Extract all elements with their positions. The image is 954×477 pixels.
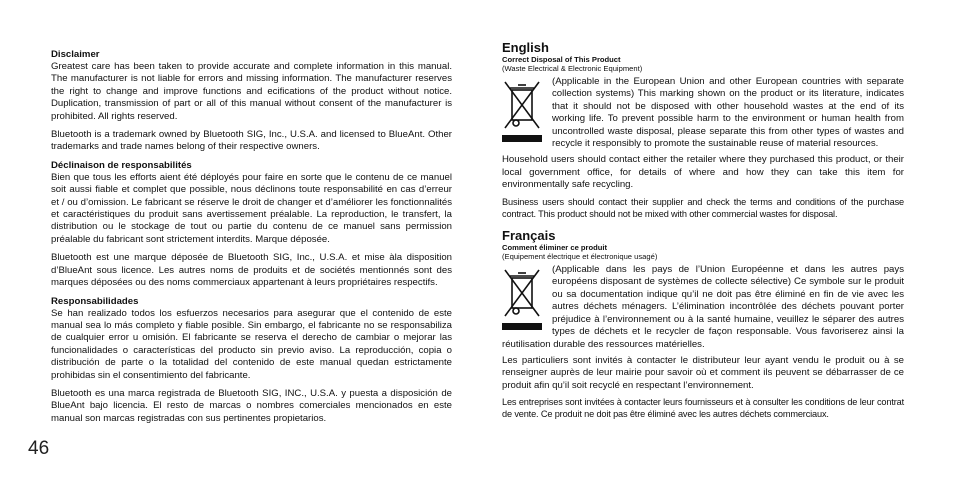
english-paragraph-1: (Applicable in the European Union and other European countries with separate collection systems) This marking shown on the product or its literature, indicates that it should not be disposed with other household wastes at the end of its working life. To prevent possible harm to the environment or human health from uncontrolled waste disposal, please separate this from other types of wastes and recycle it responsibly to promote the sustainable reuse of material resources. <box>552 76 904 150</box>
disclaimer-text: Greatest care has been taken to provide accurate and complete information in this manual. The manufacturer is not liable for errors and missing information. The manufacturer reserves the right to change and improve functions and ecifications of the product without notice. Duplication, transmission of part or all of this manual without consent of the manufacturer is prohibited. All rights reserved. <box>51 61 452 122</box>
right-column <box>502 40 904 421</box>
english-paragraph-2: Household users should contact either the retailer where they purchased this product, or their local government office, for details of where and how they can take this item for environmentally safe recycling. <box>502 154 904 191</box>
english-paragraph-3: Business users should contact their supplier and check the terms and conditions of the purchase contract. This product should not be mixed with other commercial wastes for disposal. <box>502 196 904 219</box>
es-disclaimer-title: Responsabilidades <box>51 295 139 307</box>
fr-disclaimer-title: Déclinaison de responsabilités <box>51 159 192 171</box>
crossed-out-wheelie-bin-icon <box>502 78 546 142</box>
page-number: 46 <box>28 438 50 459</box>
bluetooth-fr-text: Bluetooth est une marque déposée de Bluetooth SIG, Inc., U.S.A. et mise àla disposition d’BlueAnt sous licence. Les autres noms de produits et de sociétés mentionnés sont des marques déposées ou des noms commerciaux appartenant à leurs propriétaires respectifs. <box>51 252 452 289</box>
bluetooth-es-text: Bluetooth es una marca registrada de Bluetooth SIG, INC., U.S.A. y puesta a disposición de BlueAnt bajo licencia. El resto de marcas o nombres comerciales mencionados en este manual son marcas registradas con sus pertinentes propietarios. <box>51 387 452 424</box>
bluetooth-en-text: Bluetooth is a trademark owned by Bluetooth SIG, Inc., U.S.A. and licensed to BlueAnt. Other trademarks and trade names belong of their respective owners. <box>51 129 452 153</box>
french-paragraph-2: Les particuliers sont invités à contacter le distributeur leur ayant vendu le produit ou à se renseigner auprès de leur mairie pour savoir où et comment ils peuvent se débarrasser de ce produit afin qu’il soit recyclé en respectant l’environnement. <box>502 354 904 391</box>
french-paragraph-1: (Applicable dans les pays de l’Union Européenne et dans les autres pays européens disposant de systèmes de collecte sélective) Ce symbole sur le produit ou sa documentation indique qu’il ne doit pas être éliminé en fin de vie avec les autres déchets ménagers. L’élimination incontrôlée des déchets pouvant porter préjudice à l’environnement ou à la santé humaine, veuillez le séparer des autres types de déchets et le recycler de façon responsable. Vous favoriserez ainsi la réutilisation durable des ressources matérielles. <box>502 264 904 350</box>
french-paragraph-3: Les entreprises sont invitées à contacter leurs fournisseurs et à consulter les conditions de leur contrat de vente. Ce produit ne doit pas être éliminé avec les autres déchets commerciaux. <box>502 397 904 420</box>
english-subtitle-note: (Waste Electrical & Electronic Equipment) <box>502 64 643 73</box>
crossed-out-wheelie-bin-icon <box>502 266 546 330</box>
fr-disclaimer-text: Bien que tous les efforts aient été déployés pour faire en sorte que le contenu de ce manuel soit aussi fiable et complet que possible, nous déclinons toute responsabilité en cas d’erreur et / ou d’omission. Le fabricant se réserve le droit de changer et d’améliorer les fonctionnalités et caractéristiques du produit sans avertissement préalable. La reproduction, le transfert, la distribution ou le stockage de tout ou partie du contenu de ce manuel sans permission préalable du fabricant sont strictement interdits. Marque déposée. <box>51 171 452 245</box>
english-heading: English <box>502 40 549 55</box>
es-disclaimer-text: Se han realizado todos los esfuerzos necesarios para asegurar que el contenido de este manual sea lo más completo y fiable posible. Sin embargo, el fabricante no se responsabiliza de cualquier error u omisión. El fabricante se reserva el derecho de cambiar o mejorar las funcionalidades o características del producto sin previo aviso. La reproducción, copia o distribución de parte o la totalidad del contenido de este manual quedan estrictamente prohibidas sin el consentimiento del fabricante. <box>51 307 452 381</box>
disclaimer-title: Disclaimer <box>51 49 100 60</box>
english-subtitle: Correct Disposal of This Product <box>502 55 621 64</box>
french-subtitle-note: (Equipement électrique et électronique usagé) <box>502 252 658 262</box>
french-heading: Français <box>502 228 556 244</box>
french-subtitle: Comment éliminer ce produit <box>502 243 608 253</box>
left-column <box>51 49 452 425</box>
